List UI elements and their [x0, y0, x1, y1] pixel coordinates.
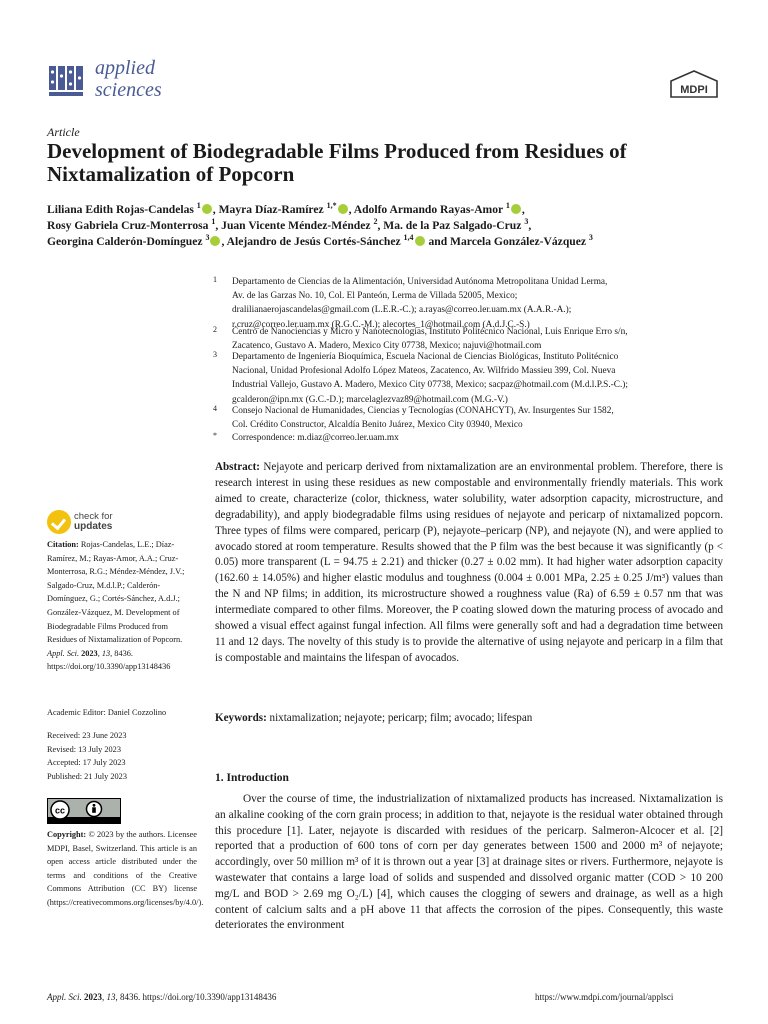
article-title: Development of Biodegradable Films Produced from Residues of Nixtamalization of Popcorn — [47, 139, 627, 186]
copyright-text: © 2023 by the authors. Licensee MDPI, Basel, Switzerland. This article is an open access article distributed under the terms and conditions of the Creative Commons Attribution (CC BY) license (https://creativecommons.org/licenses/by/4.0/). — [47, 830, 204, 907]
footer-citation: Appl. Sci. 2023, 13, 8436. https://doi.org/10.3390/app13148436 — [47, 992, 277, 1002]
citation-article-no: , 8436. — [110, 648, 133, 658]
author-separator: , — [521, 203, 525, 216]
author-affiliation-marker: 1 — [196, 201, 201, 211]
article-type: Article — [47, 125, 80, 139]
journal-name-line1: applied — [95, 57, 155, 79]
affiliation-line: Departamento de Ingeniería Bioquímica, Escuela Nacional de Ciencias Biológicas, Instituto Politécnico — [232, 352, 619, 362]
date-received: Received: 23 June 2023 — [47, 731, 127, 740]
author-affiliation-marker: 3 — [205, 233, 210, 243]
copyright-notice — [47, 828, 204, 910]
affiliation-line: Av. de las Garzas No. 10, Col. El Panteón, Lerma de Villada 52005, Mexico; — [232, 291, 518, 302]
citation-doi-link[interactable]: https://doi.org/10.3390/app13148436 — [47, 662, 171, 672]
footer-year: 2023 — [84, 992, 102, 1002]
affiliation-line: dralilianaerojascandelas@gmail.com (L.E.R.-C.); a.rayas@correo.ler.uam.mx (A.A.R.-A.); — [232, 305, 572, 316]
affiliation-line: Consejo Nacional de Humanidades, Ciencias y Tecnologías (CONAHCYT), Av. Insurgentes Sur 1582, — [232, 406, 614, 416]
check-for-updates-label[interactable]: check for — [74, 511, 113, 522]
affiliation-4 — [232, 404, 732, 432]
affiliation-number: 4 — [213, 404, 217, 413]
orcid-icon[interactable] — [511, 204, 521, 214]
affiliation-number: 3 — [213, 350, 217, 359]
affiliation-line: Correspondence: m.diaz@correo.ler.uam.mx — [232, 433, 399, 443]
keywords-text: nixtamalization; nejayote; pericarp; film; avocado; lifespan — [269, 712, 533, 724]
affiliation-number: * — [213, 431, 217, 440]
journal-name-line2: sciences — [95, 79, 162, 101]
author-separator: , — [348, 203, 354, 216]
author-affiliation-marker: 1 — [505, 201, 510, 211]
author-separator: and — [425, 235, 451, 248]
author-affiliation-marker: 1 — [211, 217, 216, 227]
mdpi-logo-icon — [668, 70, 720, 100]
academic-editor: Academic Editor: Daniel Cozzolino — [47, 708, 167, 717]
cc-by-license-icon[interactable] — [47, 798, 121, 824]
affiliation-number: 2 — [213, 325, 217, 334]
affiliation-line: r.cruz@correo.ler.uam.mx (R.G.C.-M.); alecortes_1@hotmail.com (A.d.J.C.-S.) — [232, 319, 530, 330]
orcid-icon[interactable] — [338, 204, 348, 214]
abstract — [215, 460, 723, 667]
mdpi-logo-text: MDPI — [680, 84, 708, 96]
author-separator: , — [221, 235, 227, 248]
affiliation-line: Zacatenco, Gustavo A. Madero, Mexico City 07738, Mexico; najuvi@hotmail.com — [232, 341, 542, 352]
author-name: Juan Vicente Méndez-Méndez — [221, 219, 371, 232]
citation-year: 2023 — [81, 648, 98, 658]
citation-label: Citation: — [47, 540, 79, 549]
updates-label[interactable]: updates — [74, 521, 113, 532]
journal-name — [95, 57, 162, 101]
citation-volume: 13 — [101, 648, 111, 658]
copyright-label: Copyright: — [47, 830, 87, 839]
affiliation-line: Col. Crédito Constructor, Alcaldía Benito Juárez, Mexico City 03940, Mexico — [232, 420, 523, 431]
date-revised: Revised: 13 July 2023 — [47, 744, 121, 754]
footer-doi[interactable]: , 8436. https://doi.org/10.3390/app13148436 — [115, 992, 277, 1002]
abstract-text: Nejayote and pericarp derived from nixtamalization are an environmental problem. Therefore, there is research interest in using these residues as new compostable and environmentally friendly materials. This work aimed to create, characterize (color, thickness, water solubility, water adsorption capacity, microstructure, and degradability), and apply biodegradable films using residues of nejayote and pericarp of nixtamalized popcorn. Three types of films were compared, pericarp (P), nejayote–pericarp (NP), and nejayote (N), and were applied to avocado stored at room temperature. Results showed that the P film was the best because it was significantly (p < 0.05) more transparent (L = 94.75 ± 2.21) and thicker (0.27 ± 0.02 mm). It had higher water adsorption capacity (162.60 ± 14.05%) and higher elastic modulus and toughness (0.004 ± 0.001 MPa, 2.25 ± 0.25 J/m³) values than the N and NP films; in addition, its microstructure showed a roughness value (Ra) of 6.59 ± 0.57 nm that was intermediate compared to other films. Moreover, the P coating slowed down the maturing process of avocado and showed a visual effect against fungal infection. All films were generally soft and had a degradation time between 11 and 12 days. The novelty of this study is to provide the alternative of using nejayote and pericarp in a film that is compostable and maintains the lifespan of avocados. — [215, 461, 724, 664]
author-affiliation-marker: 3 — [524, 217, 529, 227]
author-name: Adolfo Armando Rayas-Amor — [353, 203, 503, 216]
introduction-paragraph: Over the course of time, the industrialization of nixtamalized products has increased. Nixtamalization is an alkaline cooking of the corn grain process; in addition to that, nejayote is the residual water obtained through this procedure [1]. Later, nejayote is discarded with residues of the pericarp. Salmeron-Alcocer et al. [2] reported that a production of 600 tons of corn per day generates between 1500 and 2000 m³ of nejayote; accordingly, over 50 million m³ of it is thrown out a year [3] at drainage sites or rivers. Furthermore, nejayote is wastewater that contains a large load of solids and suspended and dissolved organic matter (COD > 10 200 mg/L and BOD > 2.69 mg O₂/L) [4], which causes the clogging of sewers and drainage, as well as a high content of calcium salts and a pH above 11 that affects the corrosion of the pipes. Consequently, this waste deteriorates the environment — [215, 793, 723, 932]
affiliation-3 — [232, 350, 732, 407]
footer-journal-url[interactable]: https://www.mdpi.com/journal/applsci — [535, 992, 674, 1002]
affiliation-line: Departamento de Ciencias de la Alimentación, Universidad Autónoma Metropolitana Unidad Lerma, — [232, 277, 608, 287]
check-for-updates-icon[interactable] — [47, 510, 71, 534]
author-name: Rosy Gabriela Cruz-Monterrosa — [47, 219, 209, 232]
author-separator: , — [212, 203, 219, 216]
citation-text: Rojas-Candelas, L.E.; Díaz-Ramírez, M.; Rayas-Amor, A.A.; Cruz-Monterrosa, R.G.; Méndez-Méndez, J.V.; Salgado-Cruz, M.d.l.P.; Calderón-Domínguez, G.; Cortés-Sánchez, A.d.J.; González-Vázquez, M. Development of Biodegradable Films Produced from Residues of Nixtamalization of Popcorn. — [47, 540, 185, 645]
citation-block: Citation: Rojas-Candelas, L.E.; Díaz-Ramírez, M.; Rayas-Amor, A.A.; Cruz-Monterrosa, R.G.; Méndez-Méndez, J.V.; Salgado-Cruz, M.d.l.P.; Calderón-Domínguez, G.; Cortés-Sánchez, A.d.J.; González-Vázquez, M. Development of Biodegradable Films Produced from Residues of Nixtamalization of Popcorn. Appl. Sci. 2023, 13, 8436. https://doi.org/10.3390/app13148436 — [47, 540, 185, 672]
author-separator: , — [377, 219, 384, 232]
keywords — [215, 712, 723, 724]
affiliation-5 — [232, 431, 732, 445]
author-line-3 — [47, 234, 593, 250]
affiliation-line: Nacional, Unidad Profesional Adolfo López Mateos, Zacatenco, Av. Wilfrido Massieu 399, Col. Nueva — [232, 366, 616, 377]
citation-journal: Appl. Sci. — [47, 648, 80, 658]
author-line-1 — [47, 202, 525, 218]
author-separator: , — [528, 219, 532, 232]
author-affiliation-marker: 3 — [588, 233, 593, 243]
footer-journal: Appl. Sci. — [47, 992, 82, 1002]
author-affiliation-marker: 2 — [373, 217, 378, 227]
author-separator: , — [215, 219, 222, 232]
affiliation-1 — [232, 275, 732, 332]
affiliation-line: Industrial Vallejo, Gustavo A. Madero, Mexico City 07738, Mexico; sacpaz@hotmail.com (M.d.l.P.S.-C.); — [232, 380, 628, 391]
affiliation-line: Centro de Nanociencias y Micro y Nanotecnologías, Instituto Politécnico Nacional, Luis Enrique Erro s/n, — [232, 327, 628, 337]
orcid-icon[interactable] — [210, 236, 220, 246]
date-accepted: Accepted: 17 July 2023 — [47, 758, 126, 768]
orcid-icon[interactable] — [202, 204, 212, 214]
footer-volume: 13 — [106, 992, 116, 1002]
author-name: Liliana Edith Rojas-Candelas — [47, 203, 194, 216]
author-affiliation-marker: 1,* — [326, 201, 337, 211]
author-name: Alejandro de Jesús Cortés-Sánchez — [226, 235, 401, 248]
keywords-label: Keywords: — [215, 712, 267, 724]
author-line-2 — [47, 218, 531, 234]
orcid-icon[interactable] — [415, 236, 425, 246]
svg-text:cc: cc — [54, 805, 66, 816]
author-name: Marcela González-Vázquez — [450, 235, 587, 248]
affiliation-number: 1 — [213, 275, 217, 284]
author-name: Georgina Calderón-Domínguez — [47, 235, 203, 248]
abstract-label: Abstract: — [215, 461, 260, 473]
section-heading-introduction: 1. Introduction — [215, 772, 289, 784]
applied-sciences-logo-icon — [47, 60, 87, 100]
affiliation-line: gcalderon@ipn.mx (G.C.-D.); marcelaglezvaz89@hotmail.com (M.G.-V.) — [232, 394, 508, 405]
author-name: Mayra Díaz-Ramírez — [218, 203, 324, 216]
publication-dates — [47, 729, 197, 783]
author-name: Ma. de la Paz Salgado-Cruz — [383, 219, 522, 232]
author-affiliation-marker: 1,4 — [403, 233, 414, 243]
date-published: Published: 21 July 2023 — [47, 771, 127, 781]
